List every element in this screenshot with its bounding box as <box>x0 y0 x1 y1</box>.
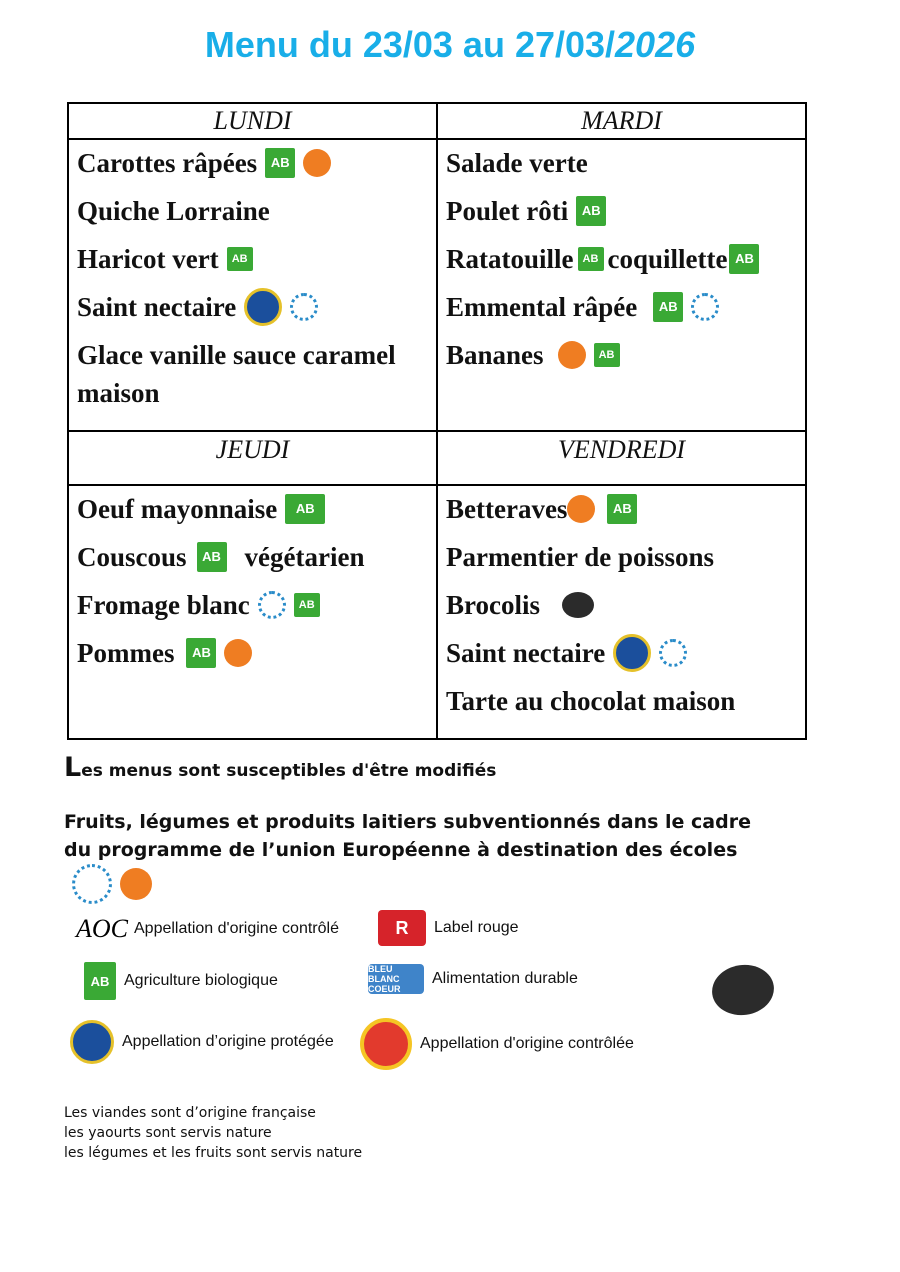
produits-locaux-icon <box>709 961 777 1019</box>
dish-item: Carottes râpées AB <box>77 144 428 182</box>
dish-item: Parmentier de poissons <box>446 542 714 572</box>
legend-durable: BLEU BLANC COEUR Alimentation durable <box>368 964 578 994</box>
dish-item: Haricot vert AB <box>77 240 428 278</box>
dish-item: Oeuf mayonnaise AB <box>77 490 428 528</box>
ab-organic-icon: AB <box>653 292 683 322</box>
dish-item: Glace vanille sauce caramel maison <box>77 340 396 408</box>
dish-item: Tarte au chocolat maison <box>446 686 736 716</box>
ab-organic-icon: AB <box>607 494 637 524</box>
milk-school-icon <box>290 293 318 321</box>
menu-modification-note: Les menus sont susceptibles d'être modifiés <box>64 752 497 783</box>
ab-organic-icon: AB <box>594 343 620 367</box>
menu-table <box>67 102 807 740</box>
produits-locaux-icon <box>562 592 594 618</box>
dish-item: Ratatouille AB coquillette AB <box>446 240 797 278</box>
dish-item: Saint nectaire <box>77 288 428 326</box>
legend-aoc2: Appellation d'origine contrôlée <box>360 1018 634 1070</box>
dish-item: Quiche Lorraine <box>77 196 270 226</box>
legend-aoc: AOC Appellation d'origine contrôlé <box>70 905 339 953</box>
aoc-seal-icon <box>360 1018 412 1070</box>
legend-label-rouge: R Label rouge <box>370 910 519 946</box>
day-cell-lundi <box>68 139 437 431</box>
footer-line: les légumes et les fruits sont servis nature <box>64 1145 363 1161</box>
legend-aop: Appellation d’origine protégée <box>70 1020 334 1064</box>
dish-item: Salade verte <box>446 148 588 178</box>
dish-item: Saint nectaire <box>446 634 797 672</box>
milk-school-icon <box>72 864 112 904</box>
footer-line: les yaourts sont servis nature <box>64 1125 272 1141</box>
day-cell-vendredi <box>437 485 806 739</box>
ab-organic-icon: AB <box>578 247 604 271</box>
dish-item: Poulet rôti AB <box>446 192 797 230</box>
ab-organic-icon: AB <box>285 494 325 524</box>
day-header-lundi: LUNDI <box>68 103 437 139</box>
dish-item: Emmental râpée AB <box>446 288 797 326</box>
dish-item: Bananes AB <box>446 336 797 374</box>
aop-icon <box>244 288 282 326</box>
footer-line: Les viandes sont d’origine française <box>64 1105 316 1121</box>
dish-item: Couscous AB végétarien <box>77 542 365 572</box>
aop-icon <box>613 634 651 672</box>
fruit-school-icon <box>224 639 252 667</box>
aoc-icon: AOC <box>76 914 128 943</box>
dish-item: Pommes AB <box>77 634 428 672</box>
milk-school-icon <box>691 293 719 321</box>
ab-organic-icon: AB <box>265 148 295 178</box>
title-prefix: Menu du 23/03 au 27/03/ <box>204 24 616 65</box>
eu-program-note: Fruits, légumes et produits laitiers subventionnés dans le cadre du programme de l’union Européenne à destination des écoles <box>64 808 784 904</box>
bleu-blanc-coeur-icon: BLEU BLANC COEUR <box>368 964 424 994</box>
day-header-vendredi: VENDREDI <box>437 431 806 485</box>
milk-school-icon <box>258 591 286 619</box>
ab-organic-icon: AB <box>729 244 759 274</box>
fruit-school-icon <box>567 495 595 523</box>
fruit-school-icon <box>120 868 152 900</box>
footer-notes <box>64 1103 362 1163</box>
ab-organic-icon: AB <box>576 196 606 226</box>
fruit-school-icon <box>558 341 586 369</box>
ab-organic-icon: AB <box>84 962 116 1000</box>
title-year: 2026 <box>615 24 696 65</box>
ab-organic-icon: AB <box>197 542 227 572</box>
label-rouge-icon: R <box>378 910 426 946</box>
page-title <box>0 24 900 66</box>
day-header-mardi: MARDI <box>437 103 806 139</box>
ab-organic-icon: AB <box>186 638 216 668</box>
aop-icon <box>70 1020 114 1064</box>
dish-item: Brocolis <box>446 586 797 624</box>
dish-item: Fromage blanc AB <box>77 586 428 624</box>
dish-item: Betteraves AB <box>446 490 797 528</box>
milk-school-icon <box>659 639 687 667</box>
ab-organic-icon: AB <box>227 247 253 271</box>
legend-bio: AB Agriculture biologique <box>76 962 278 1000</box>
ab-organic-icon: AB <box>294 593 320 617</box>
day-header-jeudi: JEUDI <box>68 431 437 485</box>
day-cell-mardi <box>437 139 806 431</box>
day-cell-jeudi <box>68 485 437 739</box>
fruit-school-icon <box>303 149 331 177</box>
